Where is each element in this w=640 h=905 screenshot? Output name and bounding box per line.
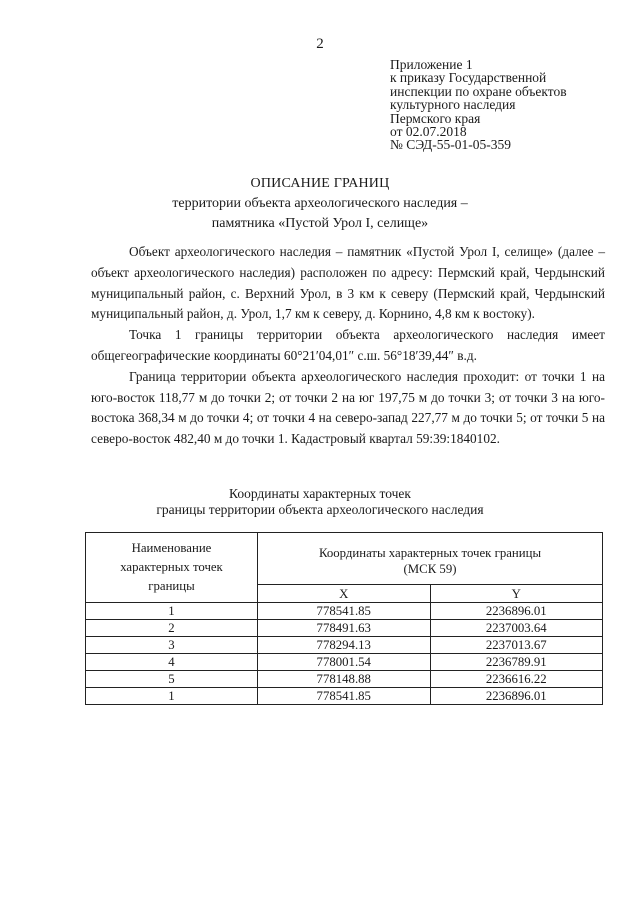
- y-cell: 2236896.01: [430, 688, 603, 705]
- point-cell: 3: [86, 637, 258, 654]
- y-cell: 2236616.22: [430, 671, 603, 688]
- appendix-block: [390, 58, 620, 152]
- title-line: территории объекта археологического наследия –: [172, 196, 468, 211]
- title-line: памятника «Пустой Урол I, селище»: [211, 216, 429, 231]
- appendix-line: от 02.07.2018: [390, 124, 467, 140]
- table-caption-line: границы территории объекта археологического наследия: [156, 502, 484, 517]
- point-cell: 4: [86, 654, 258, 671]
- y-cell: 2237003.64: [430, 620, 603, 637]
- appendix-line: № СЭД-55-01-05-359: [390, 137, 511, 153]
- table-caption-line: Координаты характерных точек: [229, 486, 411, 501]
- x-cell: 778001.54: [258, 654, 431, 671]
- point-cell: 2: [86, 620, 258, 637]
- title-heading: ОПИСАНИЕ ГРАНИЦ: [250, 176, 390, 191]
- appendix-line: Пермского края: [390, 110, 481, 126]
- paragraph-coordinates: Точка 1 границы территории объекта археологического наследия имеет общегеографические координаты 60°21′04,01″ с.ш. 56°18′39,44″ в.д.: [91, 327, 605, 363]
- point-cell: 5: [86, 671, 258, 688]
- point-name-header: Наименование характерных точек границы: [86, 533, 258, 603]
- paragraph-boundary: Граница территории объекта археологического наследия проходит: от точки 1 на юго-восток 118,77 м до точки 2; от точки 2 на юг 197,75 м до точки 3; от точки 3 на юго-востока 368,34 м до точки 4; от точки 4 на северо-запад 227,77 м до точки 5; от точки 5 на северо-восток 482,40 м до точки 1. Кадастровый квартал 59:39:1840102.: [91, 368, 605, 447]
- paragraph-location: Объект археологического наследия – памятник «Пустой Урол I, селище» (далее – объект археологического наследия) расположен по адресу: Пермский край, Чердынский муниципальный район, с. Верхний Урол, в 3 км к северу (Пермский край, Чердынский муниципальный район, д. Урол, 1,7 км к северу, д. Корнино, 4,8 км к востоку).: [91, 244, 605, 322]
- x-cell: 778148.88: [258, 671, 431, 688]
- coordinates-table: [85, 532, 603, 705]
- table-row: [86, 688, 603, 705]
- table-row: [86, 637, 603, 654]
- x-cell: 778491.63: [258, 620, 431, 637]
- page-number: 2: [316, 36, 324, 52]
- x-cell: 778541.85: [258, 688, 431, 705]
- table-row: [86, 603, 603, 620]
- y-cell: 2237013.67: [430, 637, 603, 654]
- x-column-header: X: [258, 585, 431, 603]
- point-cell: 1: [86, 603, 258, 620]
- appendix-line: культурного наследия: [390, 97, 516, 113]
- x-cell: 778541.85: [258, 603, 431, 620]
- y-cell: 2236789.91: [430, 654, 603, 671]
- table-caption: [0, 486, 640, 518]
- appendix-line: Приложение 1: [390, 57, 473, 72]
- point-cell: 1: [86, 688, 258, 705]
- appendix-line: инспекции по охране объектов: [390, 83, 567, 99]
- coordinates-header: Координаты характерных точек границы (МСК 59): [258, 533, 603, 585]
- description-body: [91, 242, 605, 450]
- table-row: [86, 620, 603, 637]
- table-row: [86, 654, 603, 671]
- appendix-line: к приказу Государственной: [390, 70, 547, 86]
- x-cell: 778294.13: [258, 637, 431, 654]
- y-column-header: Y: [430, 585, 603, 603]
- y-cell: 2236896.01: [430, 603, 603, 620]
- document-title: [0, 174, 640, 234]
- table-row: [86, 671, 603, 688]
